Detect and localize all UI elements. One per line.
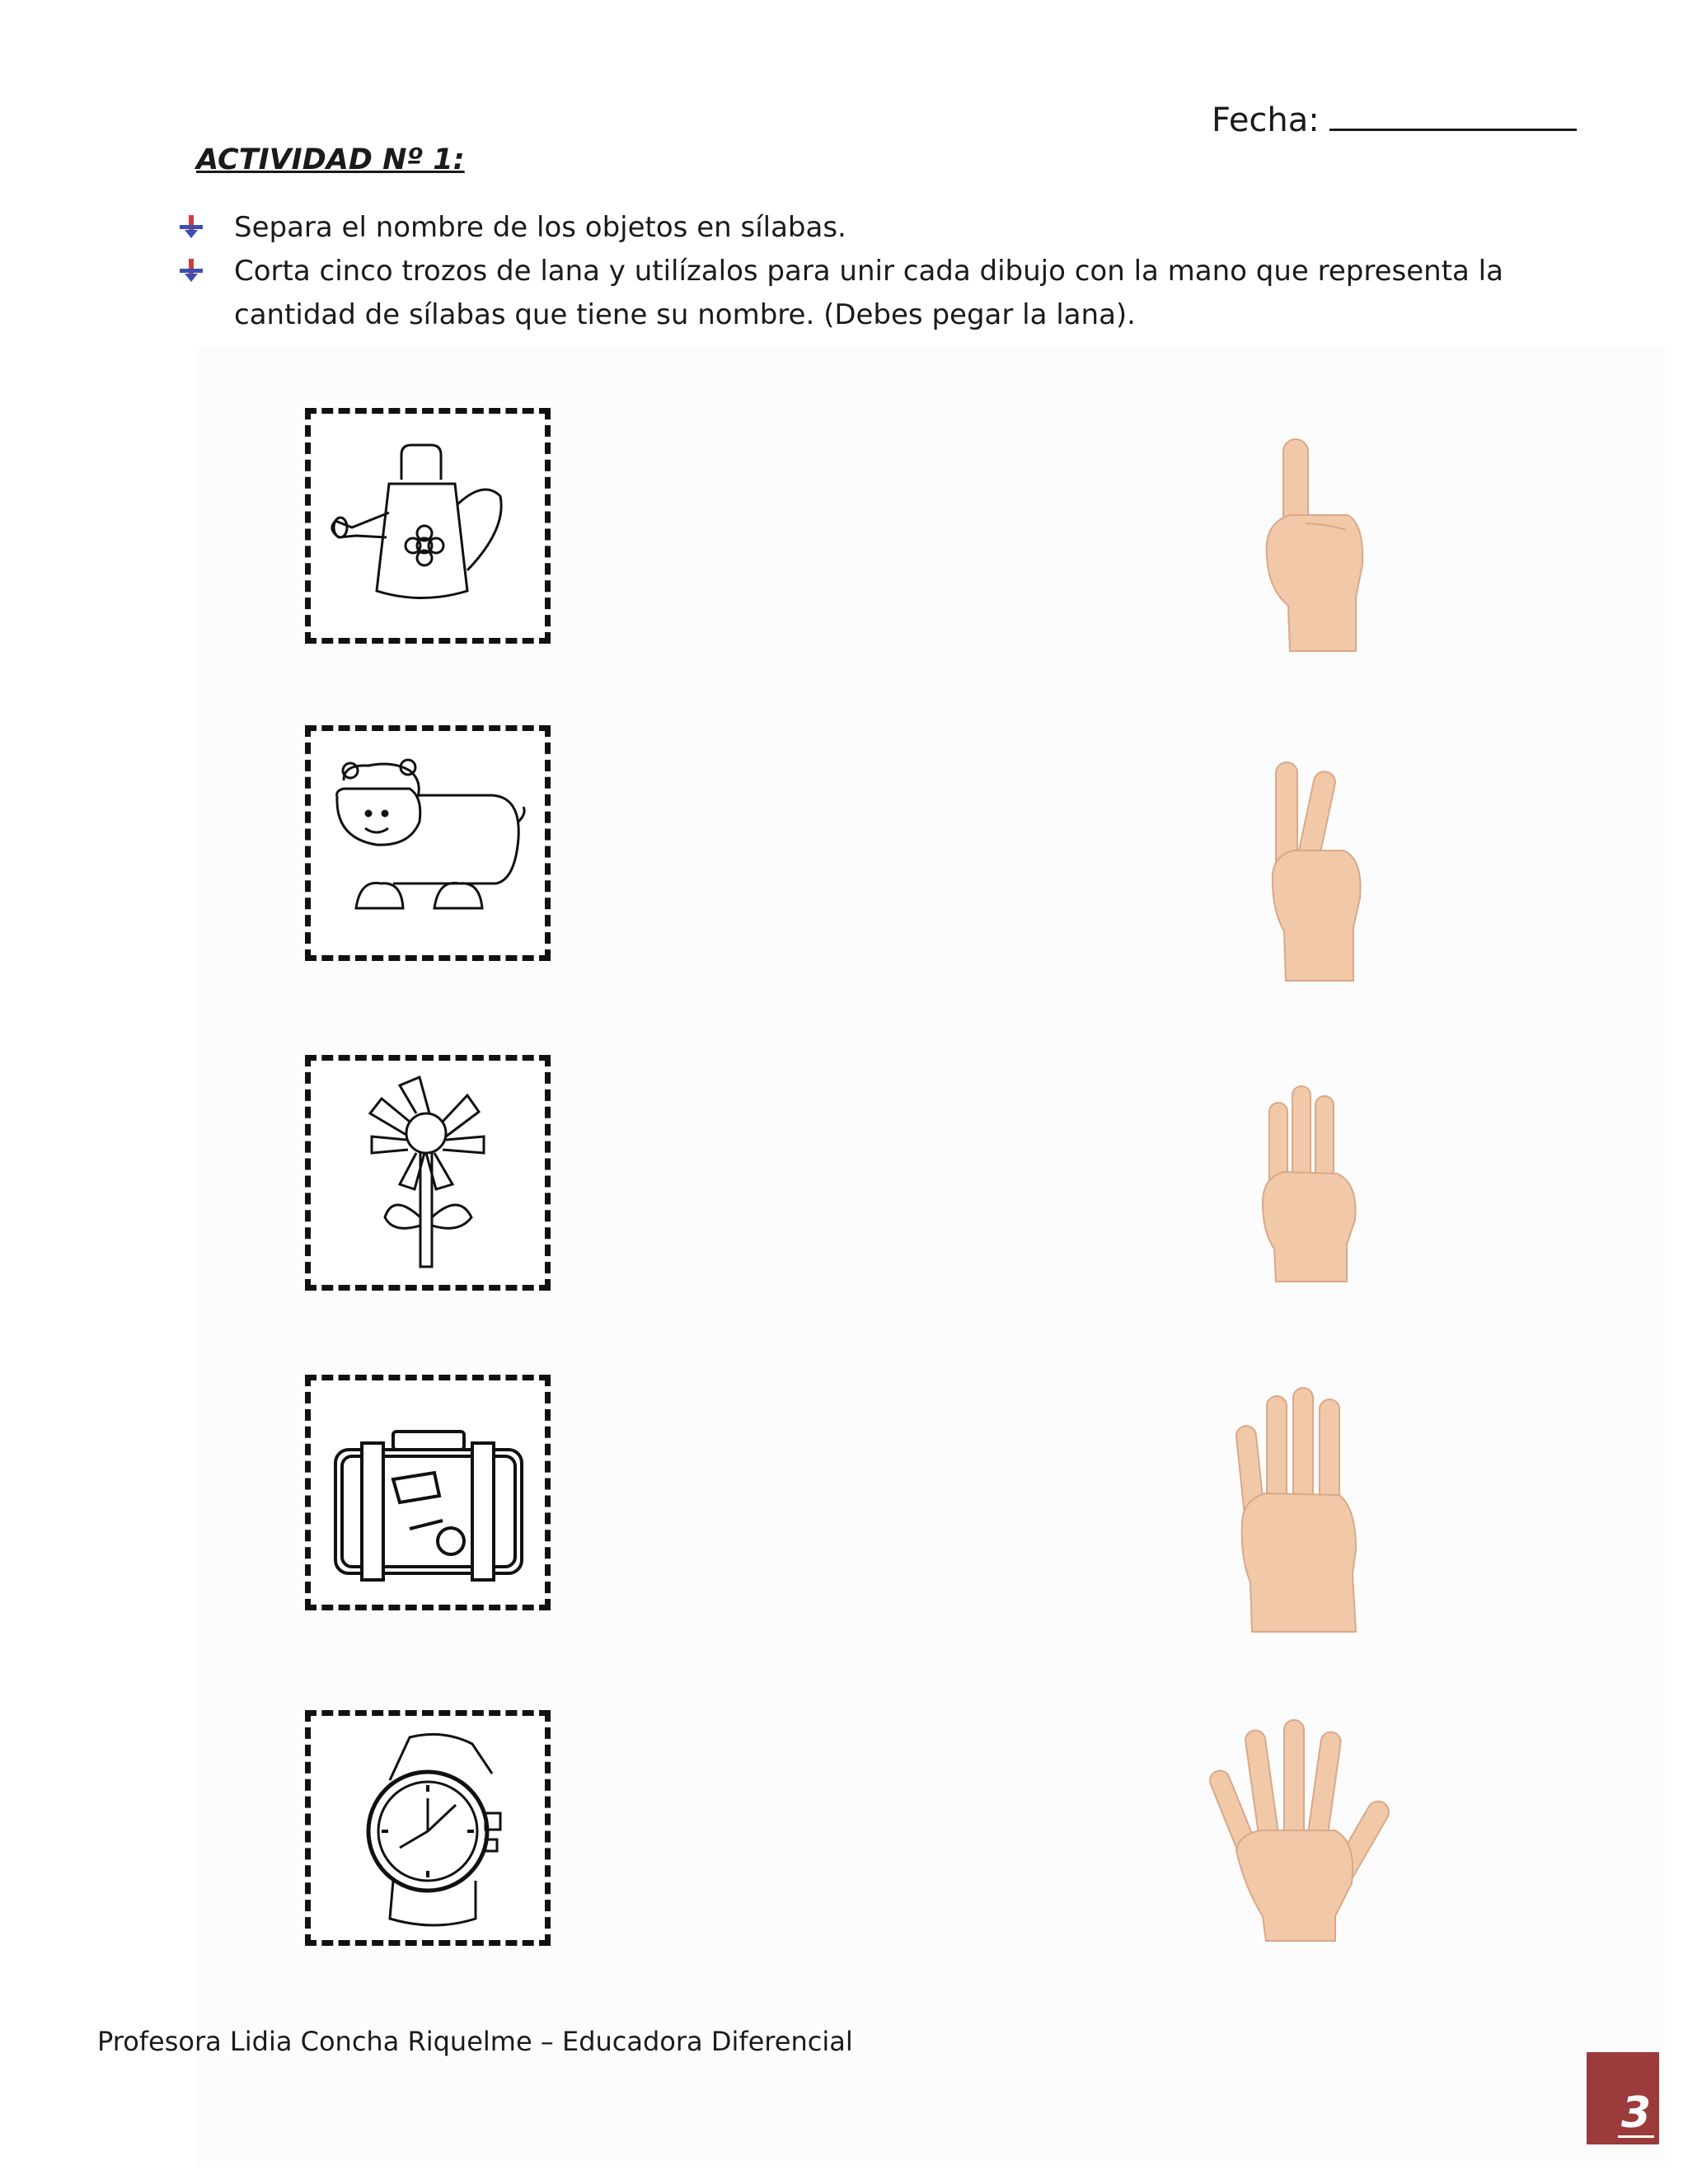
flower-icon bbox=[311, 1061, 545, 1285]
hand-five-fingers[interactable] bbox=[1212, 1718, 1393, 1941]
hand-three-fingers-icon bbox=[1251, 1080, 1375, 1282]
page-number: 3 bbox=[1618, 2091, 1654, 2138]
picture-box-wristwatch[interactable] bbox=[305, 1710, 551, 1946]
instruction-text-2: Corta cinco trozos de lana y utilízalos para unir cada dibujo con la mano que representa la cantidad de sílabas que tiene su nombre. (Debes pegar la lana). bbox=[234, 255, 1503, 331]
hand-four-fingers[interactable] bbox=[1232, 1385, 1376, 1632]
picture-box-watering-can[interactable] bbox=[305, 408, 551, 644]
hand-three-fingers[interactable] bbox=[1251, 1080, 1375, 1282]
date-label: Fecha: bbox=[1212, 101, 1320, 139]
hand-two-fingers-icon bbox=[1261, 758, 1376, 981]
arrow-bullet-icon bbox=[180, 215, 203, 238]
instructions-list bbox=[180, 206, 1564, 337]
activity-title: ACTIVIDAD Nº 1: bbox=[196, 143, 465, 176]
picture-box-hippo[interactable] bbox=[305, 725, 551, 961]
picture-box-flower[interactable] bbox=[305, 1055, 551, 1291]
suitcase-icon bbox=[311, 1380, 545, 1605]
hand-four-fingers-icon bbox=[1232, 1385, 1376, 1632]
hippo-icon bbox=[311, 731, 545, 955]
watering-can-icon bbox=[311, 414, 545, 638]
instruction-item bbox=[180, 250, 1564, 337]
hand-two-fingers[interactable] bbox=[1261, 758, 1376, 981]
date-field[interactable] bbox=[1212, 97, 1577, 139]
arrow-bullet-icon bbox=[180, 259, 203, 282]
picture-box-suitcase[interactable] bbox=[305, 1375, 551, 1610]
hand-five-fingers-icon bbox=[1212, 1718, 1393, 1941]
hand-one-finger[interactable] bbox=[1257, 433, 1372, 651]
instruction-item bbox=[180, 206, 1564, 250]
footer-credit: Profesora Lidia Concha Riquelme – Educadora Diferencial bbox=[97, 2026, 853, 2057]
date-blank-line[interactable] bbox=[1329, 97, 1577, 131]
page-number-box bbox=[1587, 2052, 1659, 2144]
instruction-text-1: Separa el nombre de los objetos en sílabas. bbox=[234, 211, 846, 244]
wristwatch-icon bbox=[311, 1716, 545, 1940]
hand-one-finger-icon bbox=[1257, 433, 1372, 651]
